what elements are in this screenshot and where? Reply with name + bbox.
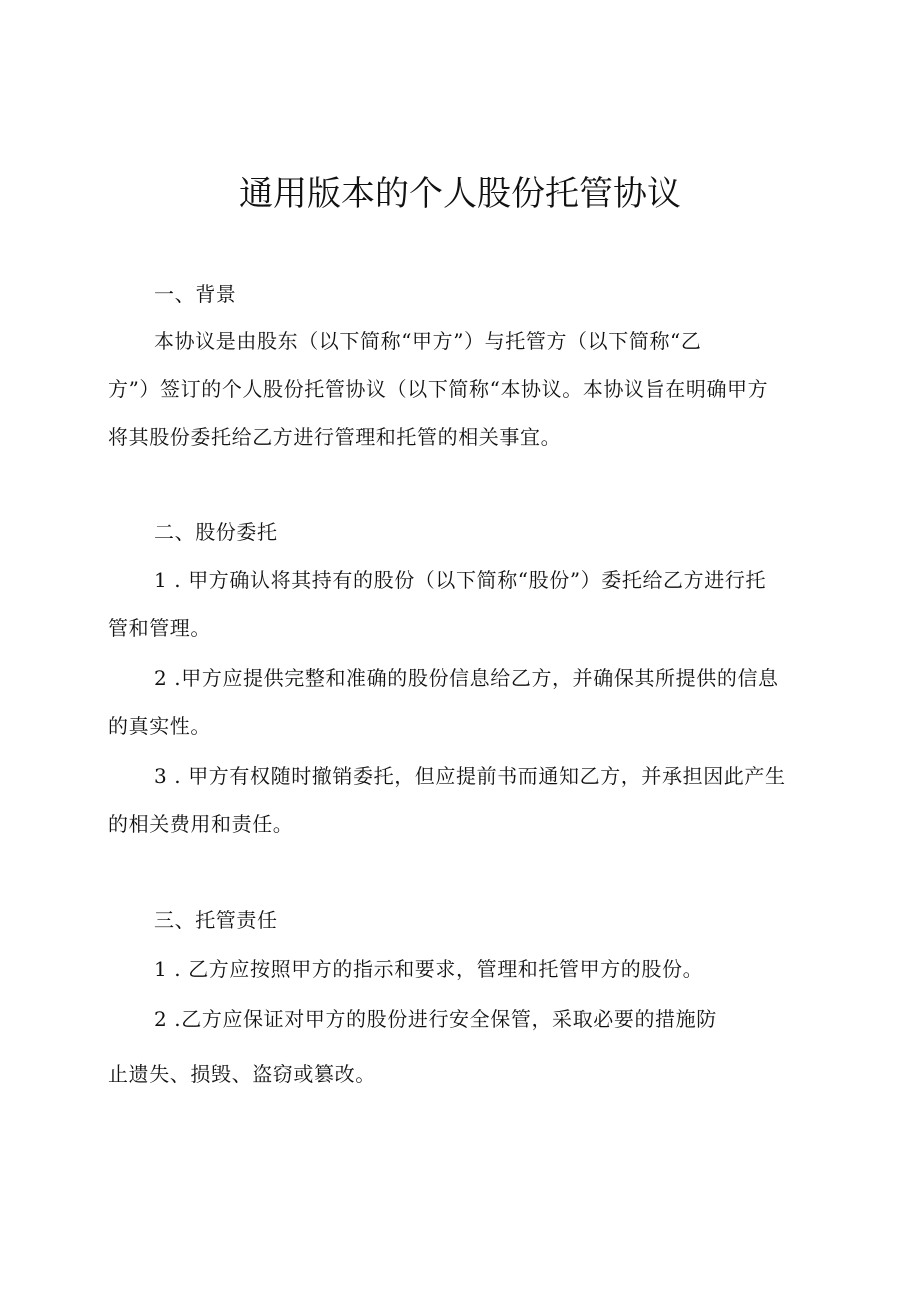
list-item-line: 2 .乙方应保证对甲方的股份进行安全保管，采取必要的措施防 [154, 1007, 717, 1031]
paragraph-line: 本协议是由股东（以下简称“甲方”）与托管方（以下简称“乙 [154, 329, 702, 353]
list-item-line: 2 .甲方应提供完整和准确的股份信息给乙方，并确保其所提供的信息 [154, 666, 779, 690]
list-item-line: 1 . 乙方应按照甲方的指示和要求，管理和托管甲方的股份。 [154, 957, 704, 981]
document-title: 通用版本的个人股份托管协议 [239, 174, 681, 214]
section-heading-custody: 三、托管责任 [154, 908, 278, 932]
list-item-line: 的真实性。 [108, 714, 211, 738]
list-item-line: 的相关费用和责任。 [108, 812, 294, 836]
list-item-line: 止遗失、损毁、盗窃或篡改。 [108, 1062, 376, 1086]
paragraph-line: 方”）签订的个人股份托管协议（以下简称“本协议。本协议旨在明确甲方 [108, 377, 769, 401]
section-heading-background: 一、背景 [154, 282, 237, 306]
section-heading-entrustment: 二、股份委托 [154, 520, 278, 544]
paragraph-line: 将其股份委托给乙方进行管理和托管的相关事宜。 [108, 425, 562, 449]
list-item-line: 3 . 甲方有权随时撤销委托，但应提前书而通知乙方，并承担因此产生 [154, 764, 786, 788]
list-item-line: 1 . 甲方确认将其持有的股份（以下简称“股份”）委托给乙方进行托 [154, 568, 767, 592]
list-item-line: 管和管理。 [108, 616, 211, 640]
